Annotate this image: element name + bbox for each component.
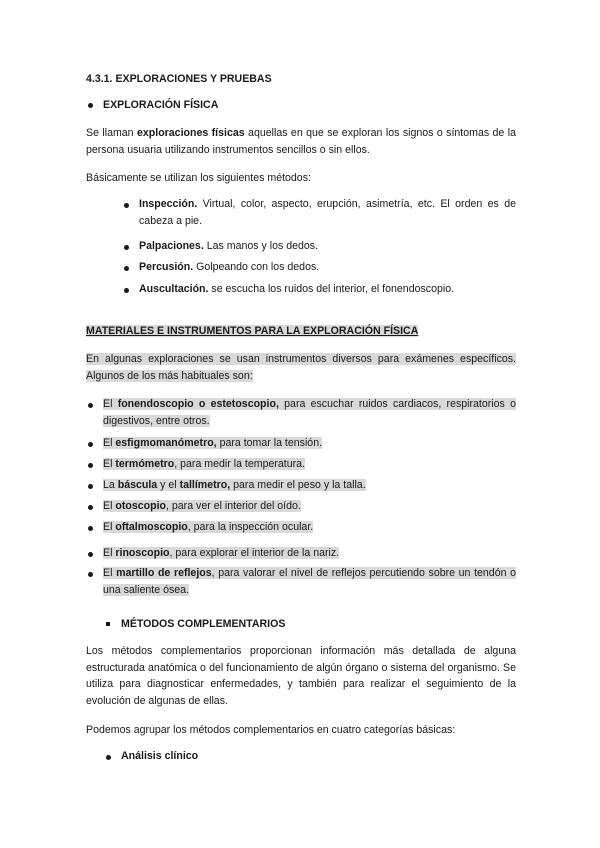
metodos-complementarios-title: MÉTODOS COMPLEMENTARIOS	[121, 618, 286, 630]
method-name: Palpaciones.	[139, 240, 204, 252]
bullet-icon	[88, 403, 93, 408]
bullet-icon	[88, 463, 93, 468]
categorias-intro: Podemos agrupar los métodos complementarios en cuatro categorías básicas:	[86, 724, 456, 736]
materiales-intro-text: En algunas exploraciones se usan instrumentos diversos para exámenes específicos. Algunos de los más habituales son:	[86, 353, 516, 382]
method-desc: Virtual, color, aspecto, erupción, asimetría, etc. El orden es de cabeza a pie.	[139, 198, 516, 227]
item-bold: martillo de reflejos	[116, 567, 212, 579]
item-rest: , para explorar el interior de la nariz.	[169, 547, 340, 559]
item-rest: , para ver el interior del oído.	[166, 500, 301, 512]
square-bullet-icon	[106, 622, 110, 626]
item-pre: La	[103, 479, 118, 491]
item-pre: El	[103, 398, 118, 410]
bullet-icon	[124, 245, 129, 250]
item-bold: otoscopio	[115, 500, 166, 512]
exploracion-fisica-title: EXPLORACIÓN FÍSICA	[103, 99, 219, 111]
bullet-icon	[88, 103, 93, 108]
item-pre: El	[103, 437, 116, 449]
method-name: Inspección.	[139, 198, 198, 210]
item-rest: para medir el peso y la talla.	[230, 479, 366, 491]
intro-lead: Se llaman	[86, 127, 137, 139]
method-desc: Golpeando con los dedos.	[193, 261, 320, 273]
instrument-item	[103, 565, 516, 598]
section-heading: 4.3.1. EXPLORACIONES Y PRUEBAS	[86, 73, 272, 85]
item-bold: esfigmomanómetro,	[115, 437, 217, 449]
method-item	[139, 196, 516, 229]
bullet-icon	[88, 552, 93, 557]
method-item	[139, 238, 318, 255]
bullet-icon	[88, 572, 93, 577]
analisis-clinico-item: Análisis clínico	[121, 750, 199, 762]
intro-rest: aquellas en que se exploran los signos o síntomas de la persona usuaria utilizando instrumentos sencillos o sin ellos.	[86, 127, 516, 156]
item-pre: El	[103, 547, 116, 559]
item-rest: y el	[157, 479, 180, 491]
method-name: Percusión.	[139, 261, 194, 273]
intro-bold-term: exploraciones físicas	[137, 127, 245, 139]
bullet-icon	[88, 484, 93, 489]
item-rest: para escuchar ruidos cardiacos, respiratorios o digestivos, entre otros.	[103, 398, 516, 427]
method-desc: Las manos y los dedos.	[203, 240, 319, 252]
method-name: Auscultación.	[139, 283, 209, 295]
item-rest: , para la inspección ocular.	[187, 521, 314, 533]
item-bold: rinoscopio	[115, 547, 170, 559]
bullet-icon	[124, 203, 129, 208]
instrument-item	[103, 498, 301, 515]
item-pre: El	[103, 500, 116, 512]
item-pre: El	[103, 567, 117, 579]
instrument-item	[103, 435, 322, 452]
item-bold: oftalmoscopio	[115, 521, 188, 533]
item-bold: fonendoscopio o estetoscopio,	[117, 398, 279, 410]
complementarios-paragraph: Los métodos complementarios proporcionan información más detallada de alguna estructurada anatómica o del funcionamiento de algún órgano o sistema del organismo. Se utiliza para diagnosticar enfermedades, y también para realizar el seguimiento de la evolución de algunas de ellas.	[86, 645, 516, 707]
intro-paragraph	[86, 125, 516, 158]
instrument-item	[103, 519, 313, 536]
item-rest: , para medir la temperatura.	[174, 458, 305, 470]
instrument-item	[103, 545, 339, 562]
bullet-icon	[88, 442, 93, 447]
item-bold: báscula	[117, 479, 158, 491]
method-item	[139, 281, 454, 298]
instrument-item	[103, 477, 366, 494]
instrument-item	[103, 396, 516, 429]
item-pre: El	[103, 458, 116, 470]
materiales-title-text: MATERIALES E INSTRUMENTOS PARA LA EXPLORACIÓN FÍSICA	[86, 325, 419, 337]
bullet-icon	[124, 288, 129, 293]
materiales-intro	[86, 351, 516, 384]
method-item	[139, 259, 319, 276]
item-bold: tallímetro,	[179, 479, 231, 491]
methods-intro: Básicamente se utilizan los siguientes métodos:	[86, 172, 311, 184]
instrument-item	[103, 456, 305, 473]
bullet-icon	[88, 526, 93, 531]
item-rest: para tomar la tensión.	[216, 437, 323, 449]
item-pre: El	[103, 521, 116, 533]
materiales-title	[86, 323, 516, 340]
item-rest: , para valorar el nivel de reflejos percutiendo sobre un tendón o una saliente ósea.	[103, 567, 517, 596]
bullet-icon	[106, 755, 111, 760]
bullet-icon	[124, 266, 129, 271]
method-desc: se escucha los ruidos del interior, el fonendoscopio.	[208, 283, 455, 295]
item-bold: termómetro	[115, 458, 175, 470]
bullet-icon	[88, 505, 93, 510]
